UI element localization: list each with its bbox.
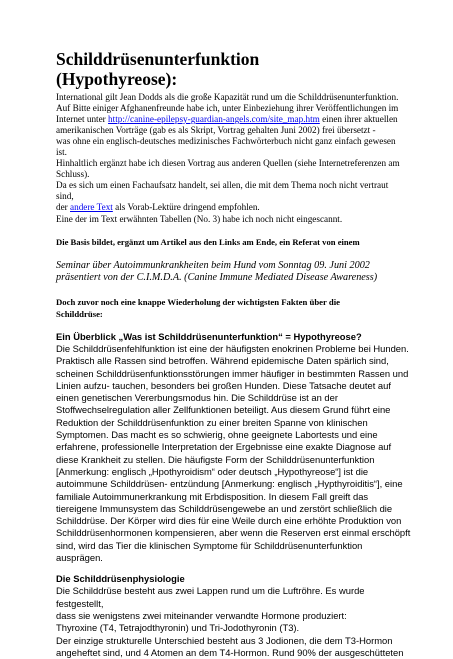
intro-line: International gilt Jean Dodds als die große Kapazität rund um die Schilddrüsenunterfunktion. — [56, 92, 399, 102]
intro-line: Schluss). — [56, 169, 90, 180]
document-title — [56, 50, 401, 89]
body-line: familiale Autoimmunerkrankung mit Erbdisposition. In diesem Fall greift das — [56, 490, 369, 502]
body-line: festgestellt, — [56, 597, 104, 609]
intro-line: Da es sich um einen Fachaufsatz handelt, sei allen, die mit dem Thema noch nicht vertraut — [56, 180, 389, 191]
body-line: autoimmune Schilddrüsen- entzündung [Anmerkung: englisch „Hypthyroiditis“], eine — [56, 478, 403, 490]
body-line: einen genetischen Vererbungsmodus hin. Die Schilddrüse ist an der — [56, 392, 338, 404]
body-line: Reduktion der Schilddrüsenfunktion zu einer breiten Spanne von klinischen — [56, 416, 368, 428]
intro-line-prefix: Internet unter — [56, 114, 109, 125]
body-line: Linien aufzu- tauchen, besonders bei großen Hunden. Diese Tatsache deutet auf — [56, 379, 391, 391]
body-line: Schilddrüsenhormonen kompensieren, aber wenn die Reserven erst einmal erschöpft — [56, 527, 411, 539]
intro-line: Eine der im Text erwähnten Tabellen (No. 3) habe ich noch nicht eingescannt. — [56, 213, 343, 224]
body-line: erfahrene, professionelle Interpretation der Ergebnisse eine exakte Diagnose auf — [56, 441, 392, 453]
body-line: Praktisch alle Rassen sind betroffen. Während epidemische Daten spärlich sind, — [56, 355, 389, 367]
recap-heading — [56, 296, 401, 321]
intro-line: ist. — [56, 147, 67, 158]
seminar-line: Seminar über Autoimmunkrankheiten beim Hund vom Sonntag 09. Juni 2002 — [56, 259, 370, 271]
seminar-info — [56, 260, 401, 284]
body-line: [Anmerkung: englisch „Hpothyroidism“ oder deutsch „Hypothyreose“] ist die — [56, 465, 369, 477]
body-line: Schilddrüse. Der Körper wird dies für eine Weile durch eine erhöhte Produktion von — [56, 515, 402, 527]
body-line: dass sie wenigstens zwei miteinander verwandte Hormone produziert: — [56, 609, 347, 621]
basis-note: Die Basis bildet, ergänzt um Artikel aus den Links am Ende, ein Referat von einem — [56, 236, 360, 247]
document-content — [56, 49, 411, 659]
intro-line-suffix: als Vorab-Lektüre dringend empfohlen. — [112, 202, 260, 213]
section-heading-physiology: Die Schilddrüsenphysiologie — [56, 573, 185, 585]
other-text-link[interactable]: andere Text — [70, 202, 113, 213]
title-line-1: Schilddrüsenunterfunktion — [56, 49, 260, 69]
body-line: ausprägen. — [56, 552, 103, 564]
title-line-2: (Hypothyreose): — [56, 68, 178, 89]
body-line: tiereigene Immunsystem das Schilddrüsengewebe an und zerstört schließlich die — [56, 502, 393, 514]
intro-line: was ohne ein englisch-deutsches medizinisches Fachwörterbuch nicht ganz einfach gewesen — [56, 136, 396, 147]
seminar-line: präsentiert von der C.I.M.D.A. (Canine Immune Mediated Disease Awareness) — [56, 271, 378, 283]
body-line: diese Krankheit zu stellen. Die häufigste Form der Schilddrüsenunterfunktion — [56, 453, 375, 465]
section-body-overview — [56, 342, 411, 564]
intro-line: amerikanischen Vorträge (gab es als Skript, Vortrag gehalten Juni 2002) frei übersetzt - — [56, 125, 376, 136]
body-line: angeheftet sind, und 4 Atomen an dem T4-Hormon. Rund 90% der ausgeschütteten — [56, 646, 404, 658]
body-line: Der einzige strukturelle Unterschied besteht aus 3 Jodionen, die dem T3-Hormon — [56, 634, 393, 646]
recap-line: Doch zuvor noch eine knappe Wiederholung der wichtigsten Fakten über die — [56, 296, 340, 307]
intro-line-suffix: einen ihrer aktuellen — [319, 114, 398, 125]
intro-line: Hinhaltlich ergänzt habe ich diesen Vortrag aus anderen Quellen (siehe Internetreferenzen am — [56, 158, 400, 169]
intro-line-with-link — [56, 202, 401, 213]
body-line: sind, wird das Tier die klinischen Symptome für Schilddrüsenunterfunktion — [56, 539, 363, 551]
section-body-physiology — [56, 585, 404, 659]
recap-line: Schilddrüse: — [56, 309, 103, 320]
site-map-link[interactable]: http://canine-epilepsy-guardian-angels.com/site_map.htm — [108, 114, 320, 125]
intro-line-with-url — [56, 114, 401, 125]
intro-line: sind, — [56, 191, 74, 202]
body-line: Symptomen. Das macht es so schwierig, ohne geeignete Labortests und eine — [56, 429, 378, 441]
intro-line-prefix: der — [56, 202, 71, 213]
body-line: Die Schilddrüse besteht aus zwei Lappen rund um die Luftröhre. Es wurde — [56, 585, 365, 597]
intro-paragraph — [56, 92, 401, 225]
body-line: Thyroxine (T4, Tetrajodthyronin) und Tri-Jodothyronin (T3). — [56, 622, 300, 634]
section-heading-overview: Ein Überblick „Was ist Schilddrüsenunterfunktion“ = Hypothyreose? — [56, 330, 362, 342]
intro-line: Auf Bitte einiger Afghanenfreunde habe ich, unter Einbeziehung ihrer Veröffentlichungen im — [56, 103, 399, 114]
body-line: Stoffwechselregulation aller Zellfunktionen beteiligt. Aus diesem Grund führt eine — [56, 404, 391, 416]
body-line: scheinen Schilddrüsenfunktionsstörungen immer häufiger in bestimmten Rassen und — [56, 367, 409, 379]
body-line: Die Schilddrüsenfehlfunktion ist eine der häufigsten enokrinen Probleme bei Hunden. — [56, 342, 409, 354]
